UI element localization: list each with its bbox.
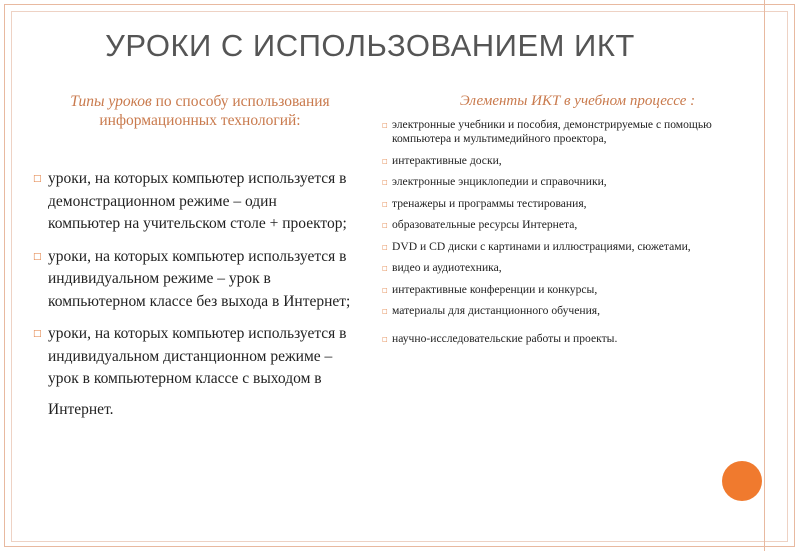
list-item [382,332,742,346]
list-item-text: образовательные ресурсы Интернета, [392,218,578,231]
list-item [382,197,742,211]
list-item-text: видео и аудиотехника, [392,261,502,274]
bullet-icon: □ [382,179,388,186]
bullet-icon: □ [382,286,388,294]
orange-circle-icon [722,461,762,501]
list-item [32,168,352,236]
list-item [382,304,742,318]
list-item-text: электронные учебники и пособия, демонстрируемые с помощью компьютера и мультимедийного проектора, [392,118,712,145]
list-item [382,218,742,232]
left-heading-rest: по способу использования информационных технологий: [99,93,330,129]
bullet-icon: □ [382,308,388,315]
bullet-icon: □ [382,265,388,272]
list-item-text: электронные энциклопедии и справочники, [392,175,607,188]
list-item [382,240,742,254]
list-item [32,246,352,314]
list-item [32,323,352,421]
left-heading-emphasis: Типы уроков [70,93,152,110]
list-item-text: материалы для дистанционного обучения, [392,304,601,317]
list-item-text: уроки, на которых компьютер используется в индивидуальном режиме – урок в компьютерном классе без выхода в Интернет; [48,247,351,310]
accent-line [764,0,765,551]
right-column-heading: Элементы ИКТ в учебном процессе : [459,93,696,109]
bullet-icon: □ [382,122,388,129]
list-item [382,118,742,146]
list-item-tail: Интернет. [48,400,114,418]
left-column-heading [40,92,360,130]
bullet-icon: □ [382,336,388,343]
list-item [382,175,742,189]
bullet-icon: □ [382,200,388,208]
bullet-icon: □ [382,222,388,229]
ict-elements-list [382,118,742,354]
bullet-icon: □ [33,251,42,262]
list-item-text: интерактивные конференции и конкурсы, [392,282,598,296]
bullet-icon: □ [382,157,388,165]
list-item-text: уроки, на которых компьютер используется в демонстрационном режиме – один компьютер на учительском столе + проектор; [48,170,347,232]
list-item-text: уроки, на которых компьютер используется в индивидуальном дистанционном режиме – урок в компьютерном классе с выходом в [48,325,347,387]
list-item [382,283,742,297]
list-item-text: научно-исследовательские работы и проекты. [392,332,618,345]
list-item [382,154,742,168]
list-item-text: тренажеры и программы тестирования, [392,196,587,210]
bullet-icon: □ [382,243,388,251]
lesson-types-list [32,168,352,421]
bullet-icon: □ [33,329,42,339]
bullet-icon: □ [33,174,42,184]
slide-title: УРОКИ С ИСПОЛЬЗОВАНИЕМ ИКТ [105,28,635,63]
list-item [382,261,742,275]
list-item-text: интерактивные доски, [392,153,502,167]
list-item-text: DVD и CD диски с картинами и иллюстрациями, сюжетами, [392,239,691,253]
